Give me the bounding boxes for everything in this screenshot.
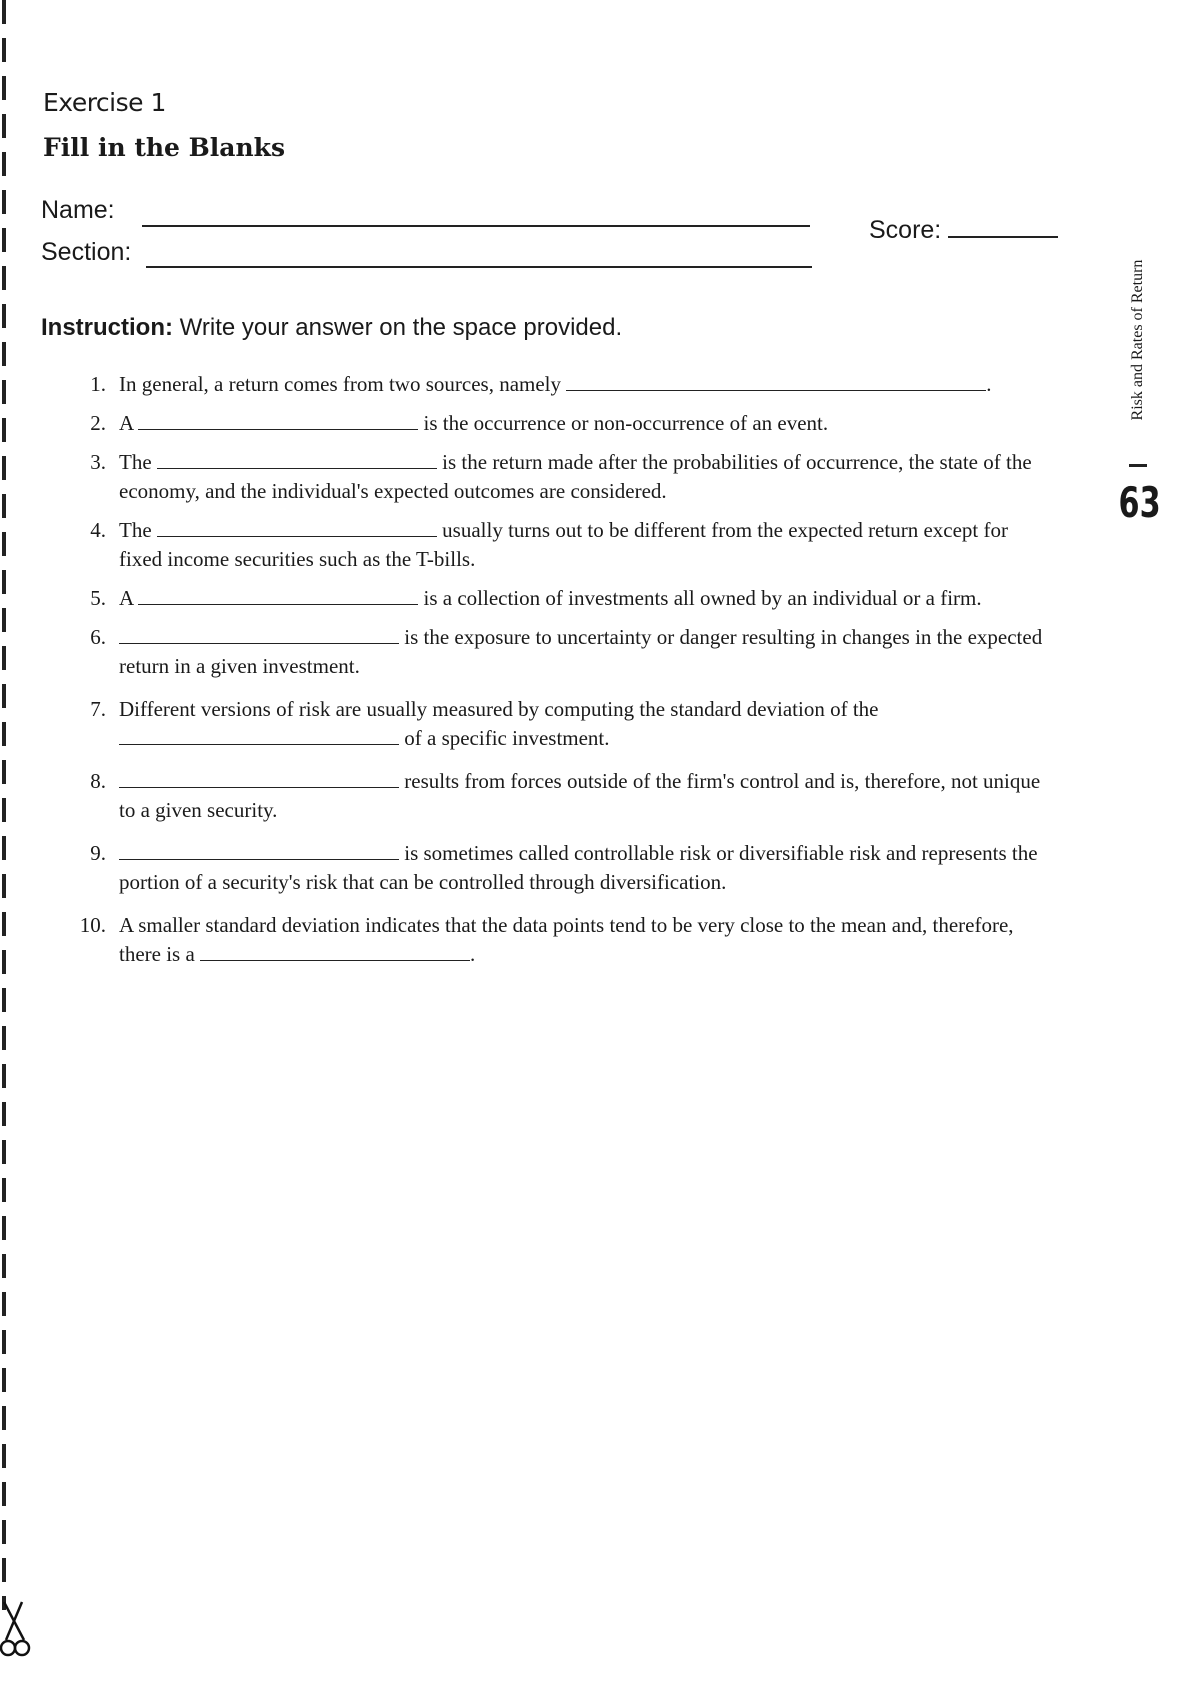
score-label: Score:	[869, 216, 942, 244]
question-text: A	[119, 586, 134, 610]
answer-blank-10[interactable]	[200, 940, 470, 961]
question-number: 9.	[90, 841, 106, 865]
question-number: 5.	[90, 586, 106, 610]
answer-blank-5[interactable]	[138, 584, 418, 605]
question-number: 10.	[79, 913, 106, 937]
answer-blank-4[interactable]	[157, 516, 437, 537]
exercise-title: Fill in the Blanks	[43, 133, 286, 162]
question-text: .	[470, 942, 476, 966]
question-10	[64, 911, 1054, 969]
question-text: .	[986, 372, 992, 396]
question-text: is the occurrence or non-occurrence of an event.	[423, 411, 829, 435]
question-number: 2.	[90, 411, 106, 435]
question-8	[64, 767, 1054, 825]
question-number: 1.	[90, 372, 106, 396]
answer-blank-8[interactable]	[119, 767, 399, 788]
question-text: The	[119, 518, 152, 542]
name-label: Name:	[41, 196, 115, 224]
question-text: is a collection of investments all owned by an individual or a firm.	[423, 586, 982, 610]
answer-blank-1[interactable]	[566, 370, 986, 391]
question-9	[64, 839, 1054, 897]
question-number: 3.	[90, 450, 106, 474]
question-text: is the exposure to uncertainty or danger resulting in changes in the expected return in a given investment.	[119, 625, 1043, 678]
page-number: 63	[1118, 478, 1161, 527]
question-5	[64, 584, 1054, 613]
side-divider	[1129, 464, 1147, 467]
exercise-label: Exercise 1	[43, 88, 166, 117]
score-field[interactable]	[948, 236, 1058, 238]
question-text: is the return made after the probabilities of occurrence, the state of the economy, and the individual's expected outcomes are considered.	[119, 450, 1032, 503]
question-text: Different versions of risk are usually measured by computing the standard deviation of the	[119, 697, 879, 721]
question-text: A	[119, 411, 134, 435]
question-number: 7.	[90, 697, 106, 721]
answer-blank-3[interactable]	[157, 448, 437, 469]
question-number: 6.	[90, 625, 106, 649]
question-number: 4.	[90, 518, 106, 542]
cut-line	[2, 0, 6, 1610]
question-text: usually turns out to be different from the expected return except for fixed income securities such as the T-bills.	[119, 518, 1008, 571]
section-label: Section:	[41, 238, 132, 266]
chapter-title: Risk and Rates of Return	[1129, 259, 1146, 421]
name-field[interactable]	[142, 225, 810, 227]
question-text: The	[119, 450, 152, 474]
question-text: In general, a return comes from two sources, namely	[119, 372, 562, 396]
question-3	[64, 448, 1054, 506]
question-4	[64, 516, 1054, 574]
answer-blank-6[interactable]	[119, 623, 399, 644]
question-list	[64, 362, 1054, 969]
answer-blank-9[interactable]	[119, 839, 399, 860]
answer-blank-7[interactable]	[119, 724, 399, 745]
instruction	[41, 314, 622, 342]
question-text: is sometimes called controllable risk or diversifiable risk and represents the portion of a security's risk that can be controlled through diversification.	[119, 841, 1038, 894]
question-number: 8.	[90, 769, 106, 793]
question-text: results from forces outside of the firm's control and is, therefore, not unique to a given security.	[119, 769, 1041, 822]
question-1	[64, 370, 1054, 399]
answer-blank-2[interactable]	[138, 409, 418, 430]
question-2	[64, 409, 1054, 438]
question-7	[64, 695, 1054, 753]
question-text: A smaller standard deviation indicates that the data points tend to be very close to the mean and, therefore, there is a	[119, 913, 1014, 966]
instruction-prefix: Instruction:	[41, 314, 173, 341]
question-text: of a specific investment.	[404, 726, 610, 750]
question-6	[64, 623, 1054, 681]
instruction-text: Write your answer on the space provided.	[179, 314, 623, 341]
scissors-icon	[0, 1600, 34, 1660]
section-field[interactable]	[146, 266, 812, 268]
